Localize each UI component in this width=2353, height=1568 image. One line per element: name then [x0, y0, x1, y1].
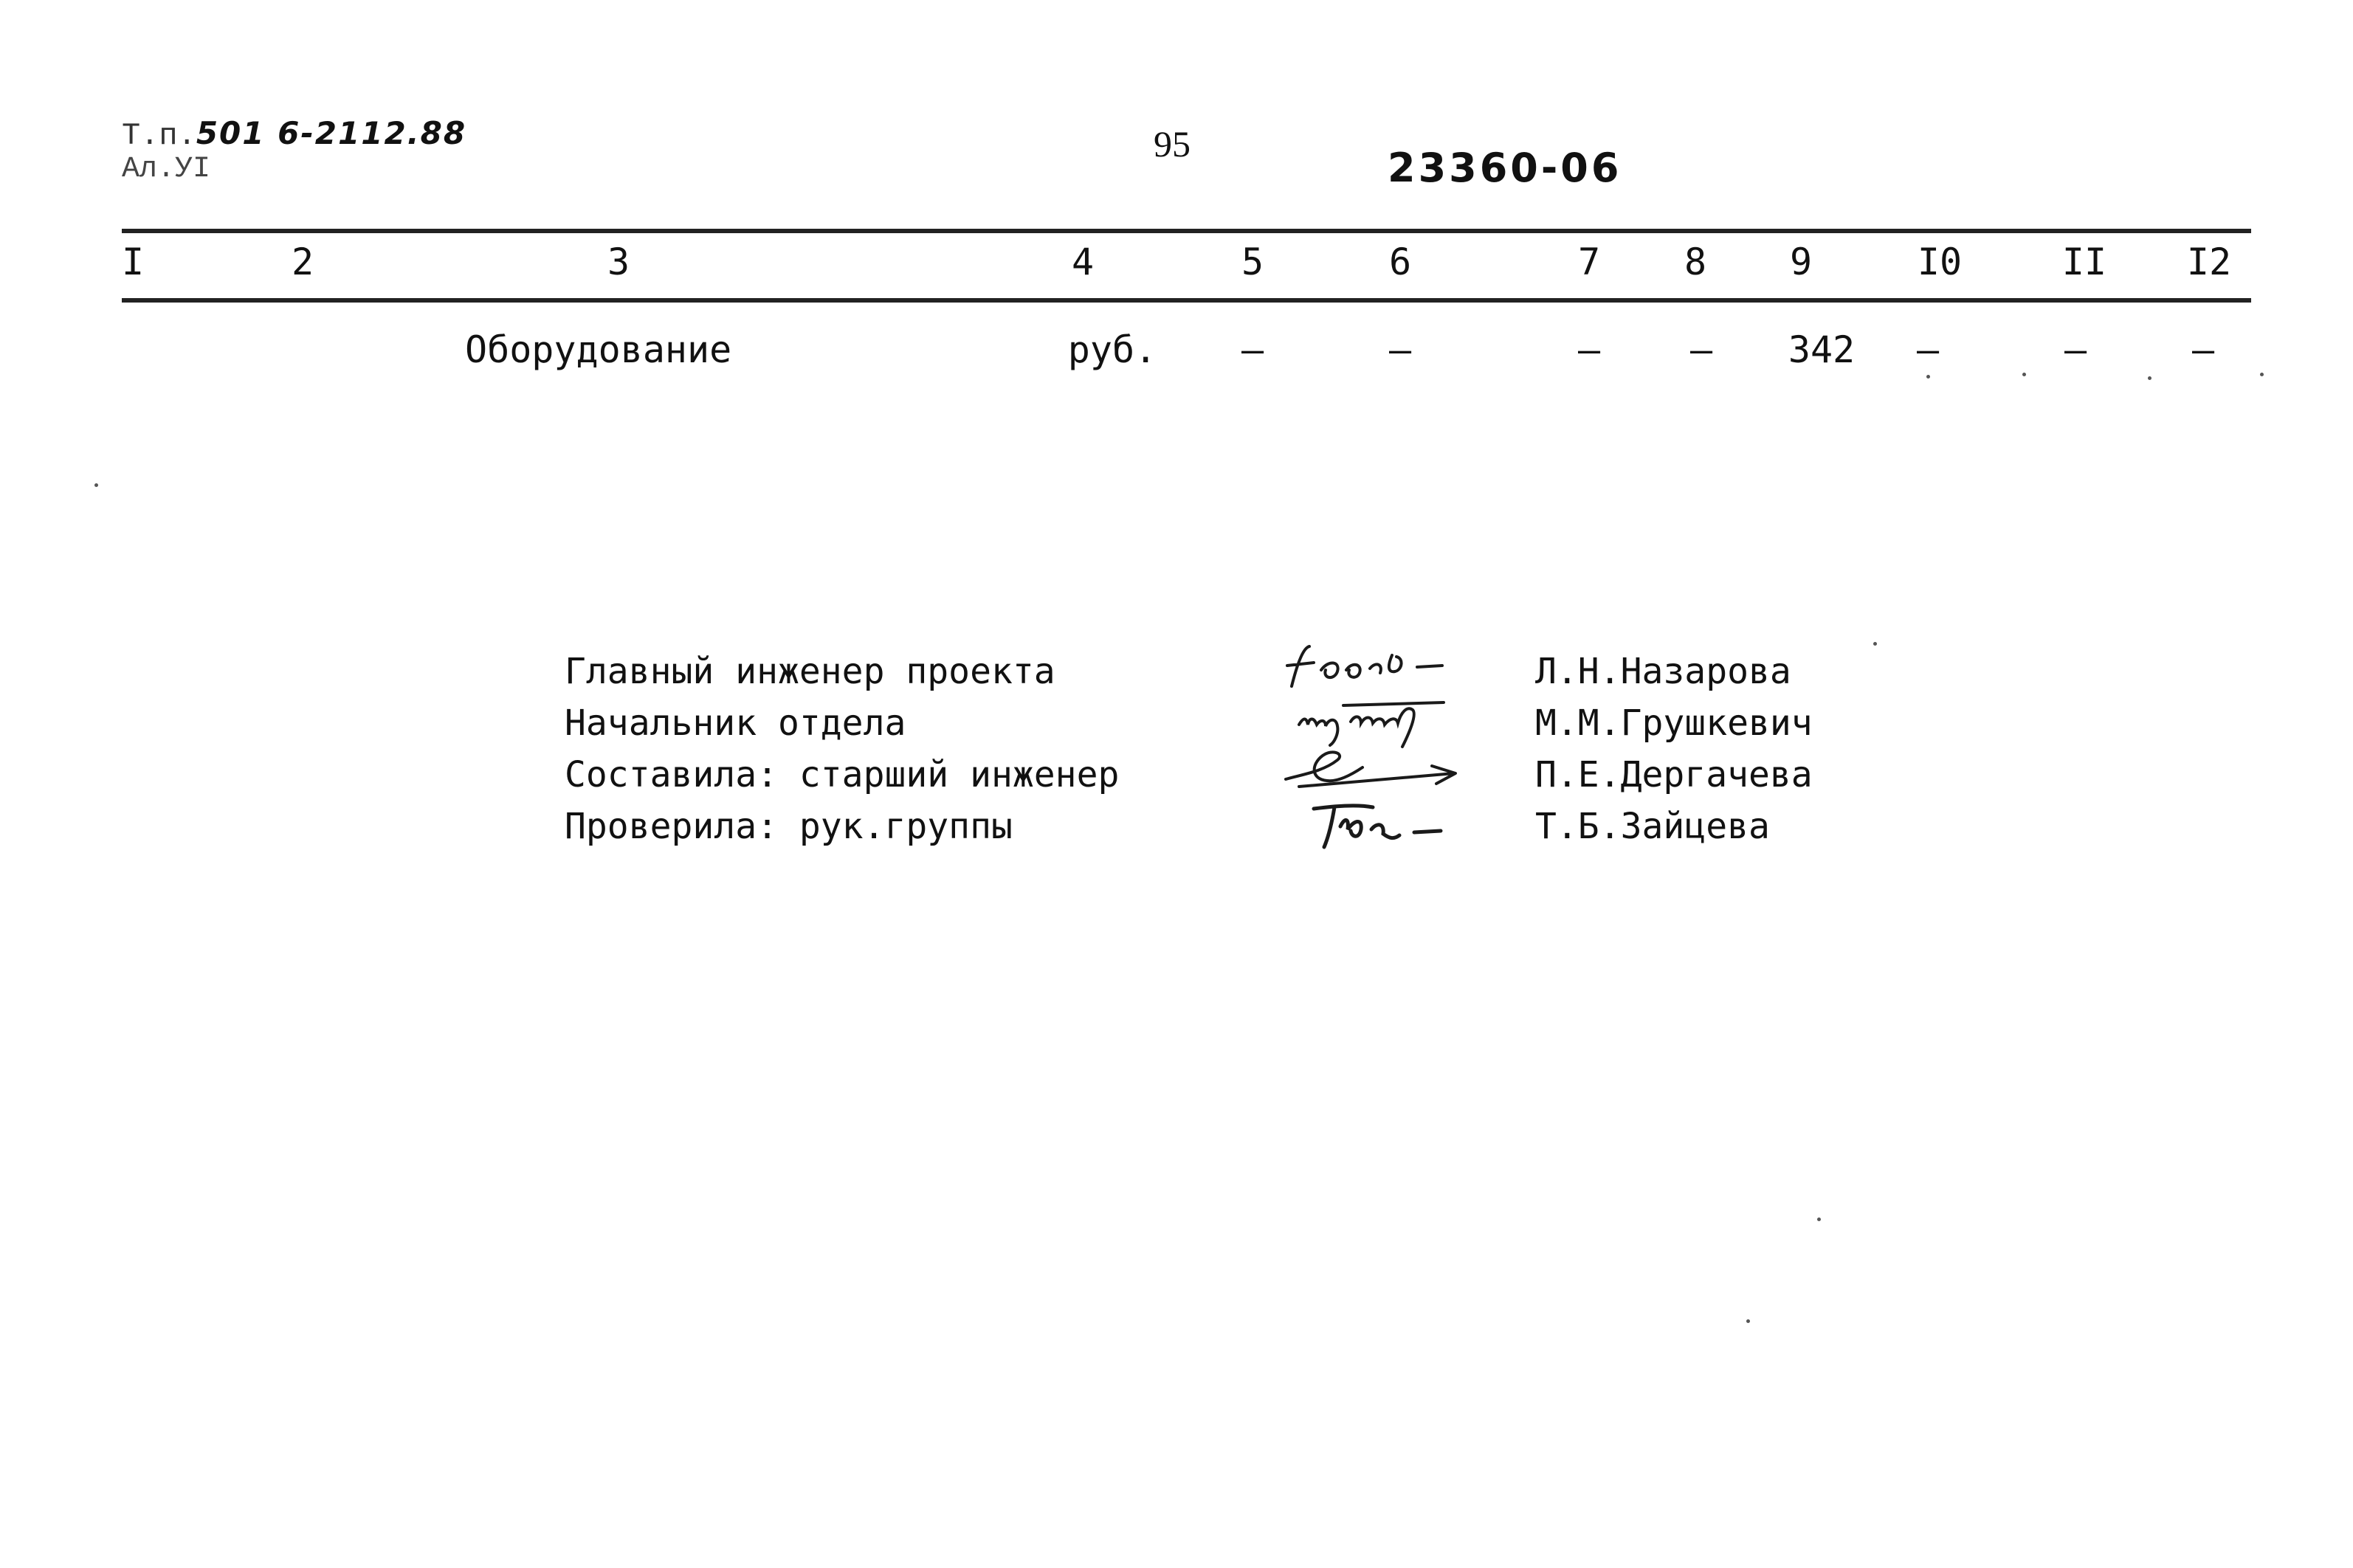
row-value-col6: – [1388, 328, 1412, 371]
row-value-col12: – [2191, 328, 2215, 371]
document-code-stamp: 23360-06 [1388, 145, 1622, 191]
row-value-col8: – [1689, 328, 1713, 371]
page-number: 95 [1154, 123, 1191, 165]
scan-speck [1817, 1218, 1821, 1221]
row-unit: руб. [1067, 328, 1157, 371]
row-value-col9: 342 [1788, 328, 1856, 371]
signatory-name: М.М.Грушкевич [1535, 702, 1813, 744]
signatory-role: Составила: старший инженер [565, 754, 1120, 795]
column-number: II [2061, 241, 2107, 283]
row-value-col5: – [1241, 328, 1264, 371]
sheet-label: Ал.УI [122, 153, 211, 186]
column-number: 6 [1388, 241, 1412, 283]
signatory-role: Начальник отдела [565, 702, 906, 744]
column-number: I [121, 241, 145, 283]
row-value-col7: – [1577, 328, 1601, 371]
handwritten-signature [1269, 692, 1491, 751]
table-header-rule [122, 298, 2251, 303]
signatory-name: Л.Н.Назарова [1535, 651, 1791, 692]
column-number: 9 [1789, 241, 1813, 283]
scan-speck [2260, 373, 2264, 376]
column-number: 3 [607, 241, 630, 283]
row-value-col11: – [2064, 328, 2087, 371]
row-value-col10: – [1916, 328, 1940, 371]
column-number: 7 [1577, 241, 1601, 283]
signatory-role: Проверила: рук.группы [565, 806, 1013, 847]
scan-speck [94, 483, 98, 487]
signatory-name: П.Е.Дергачева [1535, 754, 1813, 795]
column-number: 2 [291, 241, 314, 283]
column-number: I2 [2186, 241, 2232, 283]
project-reference [122, 117, 466, 187]
reference-number: 501 6-2112.88 [196, 115, 467, 151]
handwritten-signature [1269, 640, 1491, 700]
scan-speck [2148, 376, 2152, 380]
scan-speck [2022, 373, 2026, 376]
handwritten-signature [1269, 744, 1491, 803]
signatory-name: Т.Б.Зайцева [1535, 806, 1770, 847]
scan-speck [1926, 375, 1930, 379]
column-number: 8 [1684, 241, 1707, 283]
column-number: 5 [1241, 241, 1264, 283]
column-number: I0 [1917, 241, 1963, 283]
row-name: Оборудование [465, 328, 732, 371]
scan-speck [1873, 642, 1877, 646]
handwritten-signature [1269, 795, 1491, 854]
column-number: 4 [1071, 241, 1095, 283]
signatory-role: Главный инженер проекта [565, 651, 1055, 692]
table-top-rule [122, 229, 2251, 233]
reference-prefix: Т.п. [122, 118, 196, 153]
scan-speck [1746, 1319, 1750, 1323]
